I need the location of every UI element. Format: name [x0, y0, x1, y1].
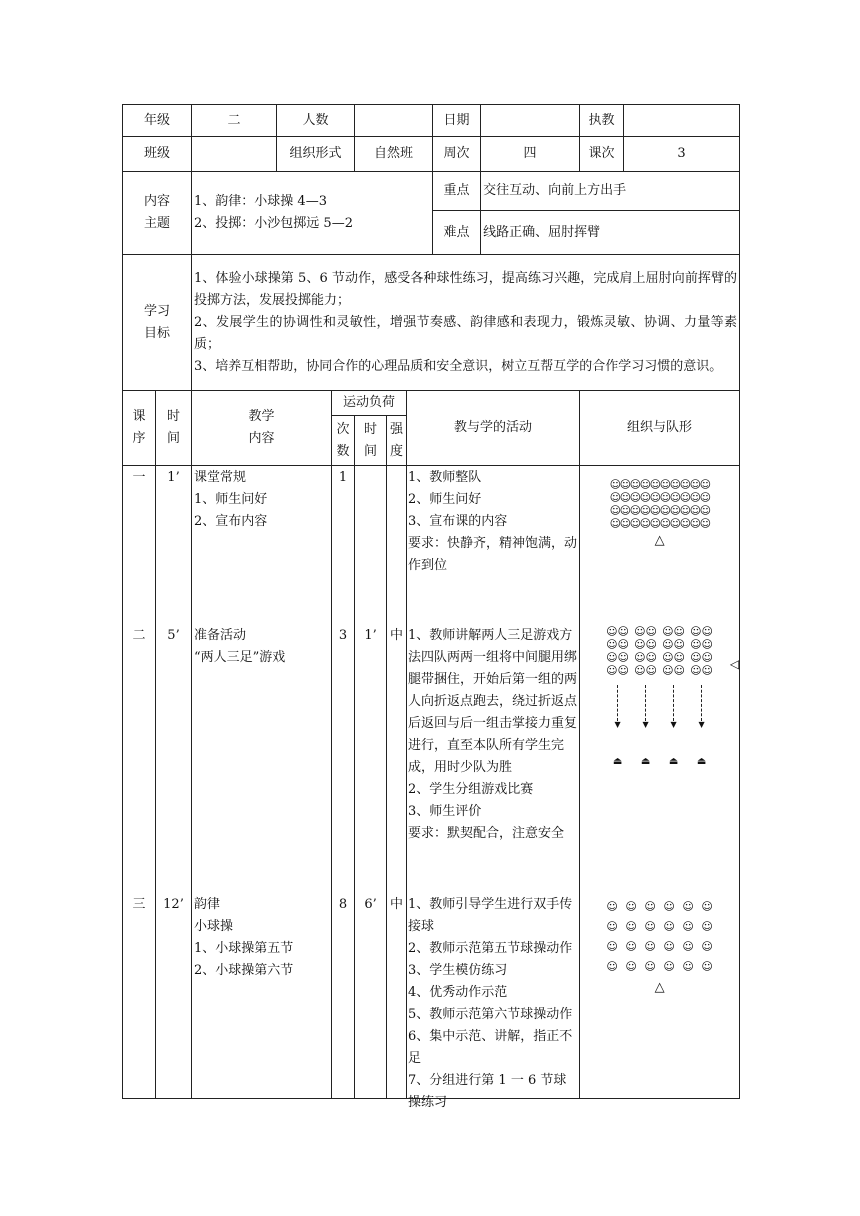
- times-column: [332, 466, 355, 1099]
- student-icon: ☺: [609, 517, 622, 530]
- student-icon: ☺☺: [690, 625, 714, 638]
- content-topic-value: [192, 172, 433, 255]
- col-load-header: 运动负荷: [332, 391, 407, 416]
- student-icon: ☺☺: [606, 638, 630, 651]
- col-dur-line-1: 时: [364, 421, 378, 437]
- col-seq-line-2: 序: [132, 431, 146, 446]
- date-label: 日期: [433, 105, 481, 137]
- section-3-duration: 6’: [364, 897, 377, 912]
- run-arrows: [580, 685, 739, 729]
- student-icon: ☺: [663, 960, 675, 973]
- s2-content-1: 准备活动: [194, 628, 247, 643]
- student-icon: ☺: [609, 478, 622, 491]
- col-formation-header: 组织与队形: [580, 391, 740, 466]
- section-2-activities: [408, 625, 578, 845]
- student-icon: ☺: [669, 478, 682, 491]
- student-icon: ☺: [619, 504, 632, 517]
- arrow-icon: ▼: [688, 685, 716, 729]
- student-icon: ☺: [649, 478, 662, 491]
- arrow-icon: ▼: [632, 685, 660, 729]
- formation-column: [580, 466, 740, 1099]
- student-icon: ☺☺: [690, 664, 714, 677]
- content-line-1: 1、韵律：小球操 4—3: [194, 194, 327, 209]
- student-icon: ☺☺: [662, 625, 686, 638]
- student-icon: ☺: [659, 478, 672, 491]
- arrow-icon: ▼: [604, 685, 632, 729]
- formation-2: [580, 625, 739, 773]
- teacher-icon: △: [654, 980, 665, 995]
- teacher-icon: △: [654, 533, 665, 548]
- student-icon: ☺: [649, 517, 662, 530]
- difficulty-value: 线路正确、屈肘挥臂: [481, 211, 740, 255]
- section-2-times: 3: [338, 628, 348, 643]
- s3-activity-1: 1、教师引导学生进行双手传接球: [408, 897, 573, 934]
- student-icon: ☺: [701, 920, 713, 933]
- grade-value: 二: [192, 105, 277, 137]
- col-times-header: [332, 416, 355, 466]
- s2-content-2: “两人三足”游戏: [194, 650, 286, 665]
- goal-item-1: 1、体验小球操第 5、6 节动作，感受各种球性练习，提高练习兴趣，完成肩上屈肘向前挥臂的投掷方法，发展投掷能力；: [194, 270, 738, 308]
- col-dur-line-2: 间: [364, 443, 378, 459]
- formation-2-students: [580, 625, 739, 677]
- s3-activity-7: 7、分组进行第 1 一 6 节球操练习: [408, 1073, 567, 1110]
- section-2-seq: 二: [132, 628, 146, 643]
- s1-content-3: 2、宣布内容: [194, 514, 268, 529]
- student-icon: ☺: [689, 504, 702, 517]
- student-icon: ☺: [619, 478, 632, 491]
- s2-activity-1: 1、教师讲解两人三足游戏方法四队两两一组将中间腿用绑腿带捆住，开始后第一组的两人向折返点跑去，绕过折返点后返回与后一组击掌接力重复进行，直至本队所有学生完成，用时少队为胜: [408, 628, 578, 775]
- goals-label-line-2: 目标: [144, 325, 171, 341]
- student-icon: ☺: [699, 478, 712, 491]
- student-icon: ☺: [629, 517, 642, 530]
- col-intensity-header: [387, 416, 407, 466]
- student-icon: ☺: [606, 940, 618, 953]
- s3-content-4: 2、小球操第六节: [194, 963, 294, 978]
- time-column: [156, 466, 192, 1099]
- lesson-plan-table: [122, 104, 740, 1110]
- intensity-column: [387, 466, 407, 1099]
- student-icon: ☺: [659, 504, 672, 517]
- content-label-line-2: 主题: [144, 216, 171, 231]
- org-form-value: 自然班: [355, 137, 433, 172]
- s2-activity-3: 3、师生评价: [408, 804, 482, 819]
- content-label-line-1: 内容: [144, 194, 171, 209]
- student-icon: ☺: [625, 940, 637, 953]
- student-icon: ☺☺: [662, 638, 686, 651]
- student-icon: ☺: [663, 920, 675, 933]
- student-icon: ☺: [701, 900, 713, 913]
- col-int-line-1: 强: [390, 421, 404, 437]
- marker-icon: ⏏: [640, 756, 651, 767]
- student-icon: ☺: [619, 491, 632, 504]
- section-2-duration: 1’: [364, 628, 377, 643]
- content-row-1: [123, 172, 740, 211]
- flag-icon: ◁: [729, 657, 740, 671]
- marker-icon: ⏏: [612, 756, 623, 767]
- col-time-line-1: 时: [167, 409, 181, 424]
- s1-content-1: 课堂常规: [194, 470, 247, 485]
- student-count-label: 人数: [277, 105, 355, 137]
- goals-row: [123, 255, 740, 391]
- lesson-number-label: 课次: [580, 137, 624, 172]
- student-icon: ☺: [679, 517, 692, 530]
- student-icon: ☺☺: [634, 664, 658, 677]
- lesson-plan-page: [122, 104, 740, 1110]
- section-1-seq: 一: [132, 470, 146, 485]
- marker-icon: ⏏: [696, 756, 707, 767]
- teacher-label: 执教: [580, 105, 624, 137]
- s1-activity-1: 1、教师整队: [408, 470, 482, 485]
- content-line-2: 2、投掷：小沙包掷远 5—2: [194, 216, 353, 231]
- class-label: 班级: [123, 137, 192, 172]
- s1-activity-3: 3、宣布课的内容: [408, 514, 508, 529]
- student-icon: ☺: [689, 517, 702, 530]
- student-icon: ☺☺: [690, 651, 714, 664]
- col-duration-header: [355, 416, 387, 466]
- s1-activity-4: 要求：快静齐，精神饱满，动作到位: [408, 536, 578, 573]
- section-3-intensity: 中: [390, 897, 404, 912]
- student-icon: ☺: [682, 960, 694, 973]
- key-point-value: 交往互动、向前上方出手: [481, 172, 740, 211]
- section-3-seq: 三: [132, 897, 146, 912]
- student-icon: ☺: [649, 504, 662, 517]
- goal-item-2: 2、发展学生的协调性和灵敏性，增强节奏感、韵律感和表现力，锻炼灵敏、协调、力量等素质；: [194, 314, 738, 352]
- student-icon: ☺: [701, 960, 713, 973]
- student-icon: ☺: [606, 960, 618, 973]
- section-3-activities: [408, 894, 578, 1114]
- col-times-line-2: 数: [336, 443, 350, 459]
- difficulty-label: 难点: [433, 211, 481, 255]
- col-content-line-1: 教学: [248, 409, 275, 424]
- student-icon: ☺: [639, 517, 652, 530]
- s3-activity-6: 6、集中示范、讲解，指正不足: [408, 1029, 573, 1066]
- col-time-line-2: 间: [167, 431, 181, 446]
- student-icon: ☺: [639, 478, 652, 491]
- section-1-times: 1: [338, 470, 348, 485]
- org-form-label: 组织形式: [277, 137, 355, 172]
- col-content-header: [192, 391, 332, 466]
- col-content-line-2: 内容: [248, 431, 275, 446]
- s1-activity-2: 2、师生问好: [408, 492, 482, 507]
- content-topic-label: [123, 172, 192, 255]
- s3-content-2: 小球操: [194, 919, 234, 934]
- col-activity-header: 教与学的活动: [407, 391, 580, 466]
- student-icon: ☺☺: [634, 625, 658, 638]
- header-row-1: [123, 105, 740, 137]
- formation-1-students: [580, 478, 739, 530]
- goal-item-3: 3、培养互相帮助，协同合作的心理品质和安全意识，树立互帮互学的合作学习习惯的意识。: [194, 358, 723, 374]
- section-2-intensity: 中: [390, 628, 404, 643]
- student-icon: ☺☺: [606, 625, 630, 638]
- seq-column: [123, 466, 156, 1099]
- student-icon: ☺: [609, 491, 622, 504]
- student-icon: ☺: [644, 960, 656, 973]
- student-icon: ☺: [679, 504, 692, 517]
- student-icon: ☺: [682, 900, 694, 913]
- col-int-line-2: 度: [390, 443, 404, 459]
- student-icon: ☺: [625, 960, 637, 973]
- student-icon: ☺: [639, 491, 652, 504]
- student-icon: ☺: [701, 940, 713, 953]
- lesson-number-value: 3: [624, 137, 740, 172]
- student-icon: ☺: [629, 478, 642, 491]
- col-seq-header: [123, 391, 156, 466]
- student-icon: ☺: [629, 491, 642, 504]
- student-icon: ☺☺: [662, 651, 686, 664]
- student-icon: ☺: [689, 478, 702, 491]
- student-icon: ☺: [625, 900, 637, 913]
- content-column: [192, 466, 332, 1099]
- section-2-time: 5’: [167, 628, 180, 643]
- student-icon: ☺: [669, 491, 682, 504]
- date-value: [481, 105, 580, 137]
- section-1-time: 1’: [167, 470, 180, 485]
- student-icon: ☺☺: [606, 651, 630, 664]
- section-3-content: [194, 894, 293, 982]
- goals-label: [123, 255, 192, 391]
- section-1-content: [194, 467, 267, 533]
- student-icon: ☺☺: [662, 664, 686, 677]
- header-row-2: [123, 137, 740, 172]
- activity-column: [407, 466, 580, 1110]
- key-point-label: 重点: [433, 172, 481, 211]
- section-3-time: 12’: [163, 897, 184, 912]
- col-time-header: [156, 391, 192, 466]
- section-2-content: [194, 625, 285, 669]
- student-icon: ☺: [644, 920, 656, 933]
- student-icon: ☺: [682, 940, 694, 953]
- student-icon: ☺: [625, 920, 637, 933]
- week-value: 四: [481, 137, 580, 172]
- student-icon: ☺: [629, 504, 642, 517]
- formation-3-students: [580, 897, 739, 977]
- s3-activity-5: 5、教师示范第六节球操动作: [408, 1007, 573, 1022]
- class-value: [192, 137, 277, 172]
- student-icon: ☺: [659, 491, 672, 504]
- col-seq-line-1: 课: [132, 409, 146, 424]
- student-icon: ☺☺: [606, 664, 630, 677]
- col-times-line-1: 次: [336, 421, 350, 437]
- s3-content-3: 1、小球操第五节: [194, 941, 294, 956]
- s3-content-1: 韵律: [194, 897, 221, 912]
- s2-activity-4: 要求：默契配合，注意安全: [408, 826, 565, 841]
- goals-value: [192, 255, 740, 391]
- student-count-value: [355, 105, 433, 137]
- student-icon: ☺: [659, 517, 672, 530]
- student-icon: ☺: [619, 517, 632, 530]
- student-icon: ☺: [699, 517, 712, 530]
- student-icon: ☺☺: [690, 638, 714, 651]
- student-icon: ☺: [663, 900, 675, 913]
- duration-column: [355, 466, 387, 1099]
- sections-row: [123, 466, 740, 1099]
- section-1-activities: [408, 467, 578, 577]
- turnaround-markers: [580, 751, 739, 773]
- student-icon: ☺☺: [634, 638, 658, 651]
- marker-icon: ⏏: [668, 756, 679, 767]
- student-icon: ☺: [669, 504, 682, 517]
- formation-3: [580, 897, 739, 996]
- goals-label-line-1: 学习: [144, 303, 171, 319]
- student-icon: ☺: [679, 478, 692, 491]
- week-label: 周次: [433, 137, 481, 172]
- student-icon: ☺: [639, 504, 652, 517]
- s3-activity-3: 3、学生模仿练习: [408, 963, 508, 978]
- s3-activity-4: 4、优秀动作示范: [408, 985, 508, 1000]
- student-icon: ☺: [663, 940, 675, 953]
- student-icon: ☺: [644, 900, 656, 913]
- arrow-icon: ▼: [660, 685, 688, 729]
- s3-activity-2: 2、教师示范第五节球操动作: [408, 941, 573, 956]
- student-icon: ☺: [699, 504, 712, 517]
- student-icon: ☺: [689, 491, 702, 504]
- student-icon: ☺: [644, 940, 656, 953]
- teacher-value: [624, 105, 740, 137]
- student-icon: ☺: [669, 517, 682, 530]
- section-3-times: 8: [338, 897, 348, 912]
- student-icon: ☺: [606, 920, 618, 933]
- student-icon: ☺: [682, 920, 694, 933]
- grade-label: 年级: [123, 105, 192, 137]
- column-header-row-1: [123, 391, 740, 416]
- student-icon: ☺: [699, 491, 712, 504]
- student-icon: ☺: [606, 900, 618, 913]
- formation-1: [580, 478, 739, 549]
- s2-activity-2: 2、学生分组游戏比赛: [408, 782, 534, 797]
- student-icon: ☺: [679, 491, 692, 504]
- student-icon: ☺: [609, 504, 622, 517]
- student-icon: ☺☺: [634, 651, 658, 664]
- s1-content-2: 1、师生问好: [194, 492, 268, 507]
- student-icon: ☺: [649, 491, 662, 504]
